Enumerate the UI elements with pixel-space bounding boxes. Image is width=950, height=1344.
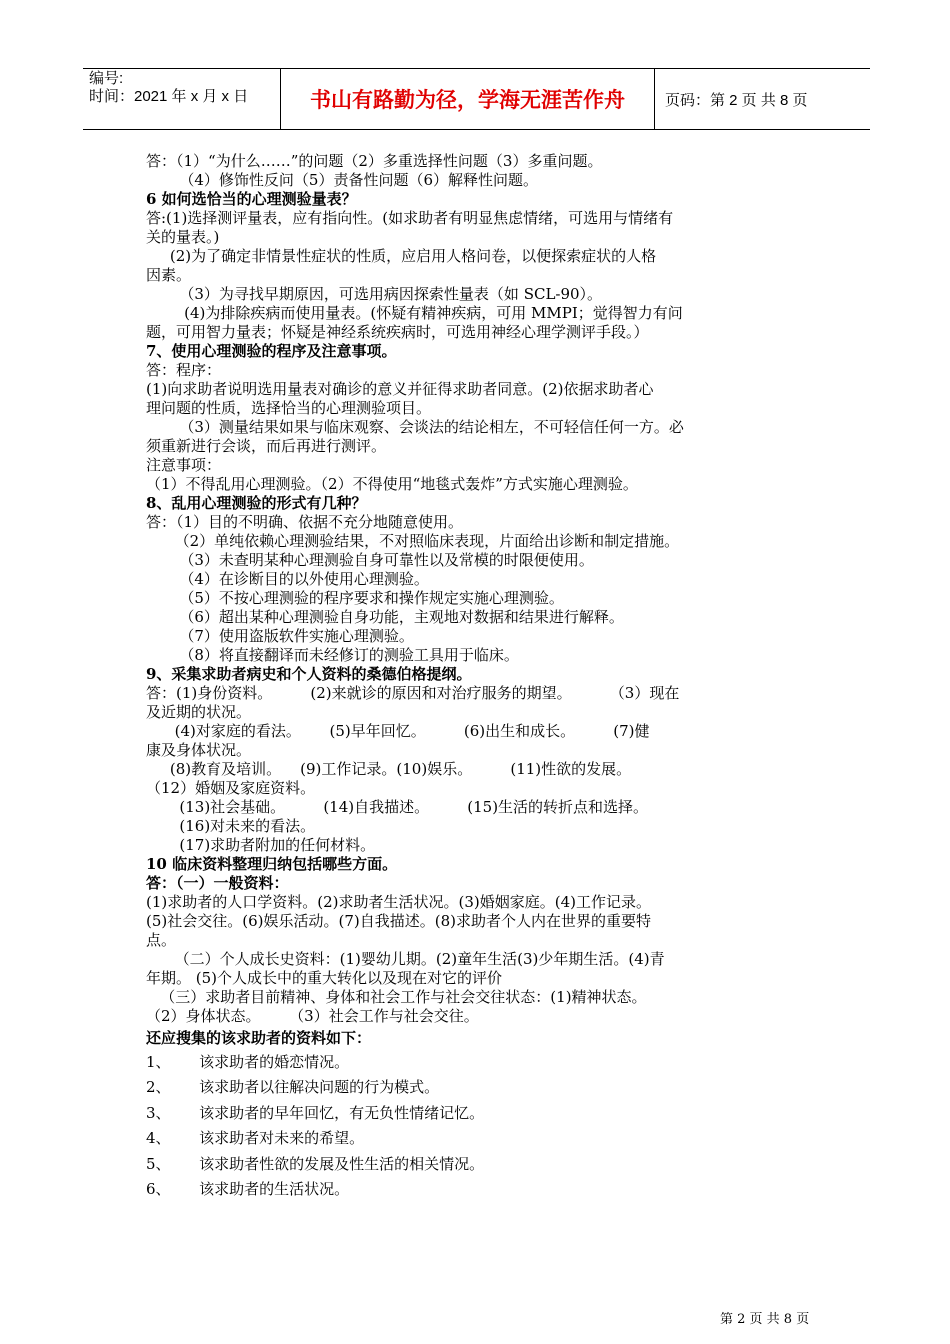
list-item: 3、 该求助者的早年回忆，有无负性情绪记忆。: [146, 1103, 485, 1122]
list-item: 5、 该求助者性欲的发展及性生活的相关情况。: [146, 1154, 485, 1173]
text-line: （2）身体状态。 （3）社会工作与社会交往。: [146, 1007, 479, 1025]
section-heading: 9、采集求助者病史和个人资料的桑德伯格提纲。: [146, 665, 472, 683]
text-line: (2)为了确定非情景性症状的性质，应启用人格问卷，以便探索症状的人格: [146, 247, 657, 265]
text-line: （12）婚姻及家庭资料。: [146, 779, 316, 797]
page-footer: 第 2 页 共 8 页: [720, 1312, 810, 1327]
text-line: 点。: [146, 931, 177, 949]
text-line: （5）不按心理测验的程序要求和操作规定实施心理测验。: [146, 589, 564, 607]
text-line: （6）超出某种心理测验自身功能，主观地对数据和结果进行解释。: [146, 608, 624, 626]
text-line: 答：（1）“为什么……”的问题（2）多重选择性问题（3）多重问题。: [146, 152, 603, 170]
section-heading: 8、乱用心理测验的形式有几种？: [146, 494, 367, 512]
text-line: 答：程序：: [146, 361, 222, 379]
text-line: （三）求助者目前精神、身体和社会工作与社会交往状态：(1)精神状态。: [146, 988, 647, 1006]
text-line: （8）将直接翻译而未经修订的测验工具用于临床。: [146, 646, 519, 664]
text-line: 答：(1)身份资料。 (2)来就诊的原因和对治疗服务的期望。 （3）现在: [146, 684, 680, 702]
text-line: (16)对未来的看法。: [146, 817, 316, 835]
text-line: (13)社会基础。 (14)自我描述。 (15)生活的转折点和选择。: [146, 798, 649, 816]
header-meta-cell: [83, 69, 281, 129]
text-line: （7）使用盗版软件实施心理测验。: [146, 627, 414, 645]
text-line: （二）个人成长史资料：(1)婴幼儿期。(2)童年生活(3)少年期生活。(4)青: [146, 950, 665, 968]
text-line: （4）修饰性反问（5）责备性问题（6）解释性问题。: [146, 171, 539, 189]
text-line: (1)向求助者说明选用量表对确诊的意义并征得求助者同意。(2)依据求助者心: [146, 380, 654, 398]
motto-text: 书山有路勤为径，学海无涯苦作舟: [310, 87, 625, 112]
text-line: (4)为排除疾病而使用量表。(怀疑有精神疾病，可用 MMPI；觉得智力有问: [146, 304, 683, 322]
section-heading: 10 临床资料整理归纳包括哪些方面。: [146, 855, 398, 873]
text-line: 及近期的状况。: [146, 703, 252, 721]
list-item: 6、 该求助者的生活状况。: [146, 1179, 350, 1198]
text-line: （4）在诊断目的以外使用心理测验。: [146, 570, 429, 588]
text-line: 关的量表。): [146, 228, 220, 246]
header-motto-cell: [281, 69, 655, 129]
text-line: （3）为寻找早期原因，可选用病因探索性量表（如 SCL-90）。: [146, 285, 603, 303]
page-number-label: 页码：第 2 页 共 8 页: [665, 91, 808, 109]
text-line: 康及身体状况。: [146, 741, 252, 759]
text-line: (5)社会交往。(6)娱乐活动。(7)自我描述。(8)求助者个人内在世界的重要特: [146, 912, 651, 930]
text-line: （2）单纯依赖心理测验结果，不对照临床表现，片面给出诊断和制定措施。: [146, 532, 680, 550]
list-item: 4、 该求助者对未来的希望。: [146, 1129, 365, 1148]
list-item: 2、 该求助者以往解决问题的行为模式。: [146, 1078, 440, 1097]
text-line: 年期。 (5)个人成长中的重大转化以及现在对它的评价: [146, 969, 503, 987]
text-line: （3）未查明某种心理测验自身可靠性以及常模的时限便使用。: [146, 551, 594, 569]
section-heading: 6 如何选恰当的心理测验量表？: [146, 190, 357, 208]
text-line: (4)对家庭的看法。 (5)早年回忆。 (6)出生和成长。 (7)健: [146, 722, 650, 740]
text-line: 答：（1）目的不明确、依据不充分地随意使用。: [146, 513, 464, 531]
text-line: (8)教育及培训。 (9)工作记录。(10)娱乐。 (11)性欲的发展。: [146, 760, 632, 778]
header-page-cell: [655, 69, 870, 129]
page-header: [83, 68, 870, 130]
text-line: 题，可用智力量表；怀疑是神经系统疾病时，可选用神经心理学测评手段。）: [146, 323, 649, 341]
text-line: 须重新进行会谈，而后再进行测评。: [146, 437, 387, 455]
text-line: 注意事项：: [146, 456, 222, 474]
text-line: 因素。: [146, 266, 192, 284]
text-line: 答:(1)选择测评量表，应有指向性。(如求助者有明显焦虑情绪，可选用与情绪有: [146, 209, 674, 227]
text-line: 理问题的性质，选择恰当的心理测验项目。: [146, 399, 432, 417]
text-line: （1）不得乱用心理测验。（2）不得使用“地毯式轰炸”方式实施心理测验。: [146, 475, 638, 493]
text-line: 答：（一）一般资料：: [146, 874, 289, 892]
number-label: 编号:: [89, 70, 124, 87]
time-label: 时间：2021 年 x 月 x 日: [89, 88, 249, 105]
text-line: (17)求助者附加的任何材料。: [146, 836, 376, 854]
section-heading: 还应搜集的该求助者的资料如下：: [146, 1029, 372, 1047]
info-list: [146, 1050, 814, 1202]
list-item: 1、 该求助者的婚恋情况。: [146, 1053, 350, 1071]
text-line: (1)求助者的人口学资料。(2)求助者生活状况。(3)婚姻家庭。(4)工作记录。: [146, 893, 651, 911]
text-line: （3）测量结果如果与临床观察、会谈法的结论相左，不可轻信任何一方。必: [146, 418, 684, 436]
document-body: [146, 152, 814, 1202]
section-heading: 7、使用心理测验的程序及注意事项。: [146, 342, 397, 360]
